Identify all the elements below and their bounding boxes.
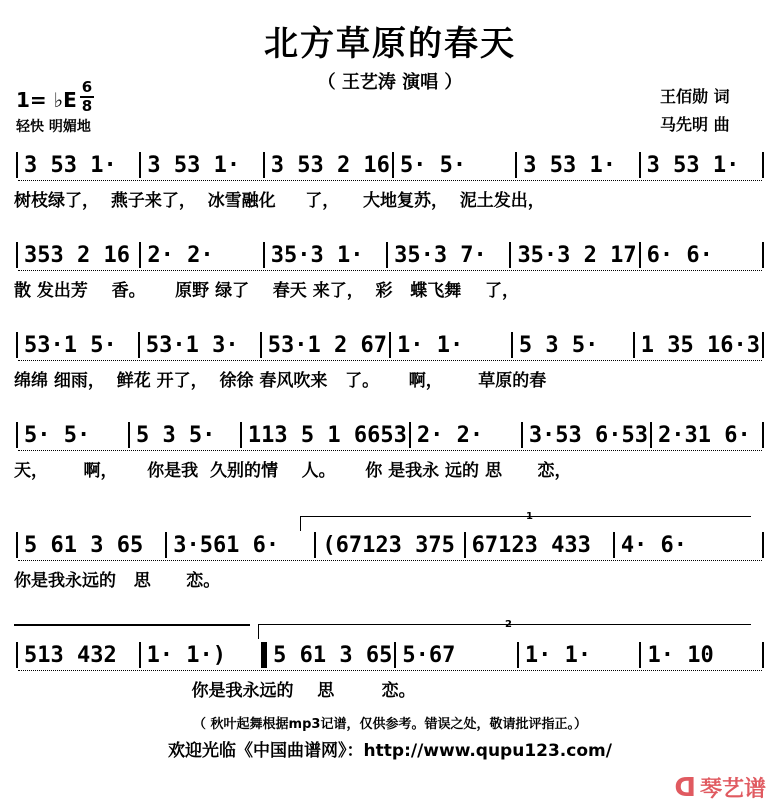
- measure: 5 61 3 65: [24, 532, 144, 558]
- lyrics-row: 散 发出芳 香。 原野 绿了 春天 来了， 彩 蝶飞舞 了，: [14, 281, 519, 301]
- notation-row: [14, 640, 766, 670]
- measure: 3 53 1·: [147, 152, 241, 178]
- barline: [260, 332, 262, 358]
- barline: [16, 532, 18, 558]
- measure: 1 35 16·3: [640, 332, 760, 358]
- measure: 4· 6·: [620, 532, 688, 558]
- barline: [762, 532, 764, 558]
- rhythm-underline: [18, 450, 762, 453]
- barline: [16, 152, 18, 178]
- measure: 3 53 1·: [646, 152, 740, 178]
- barline: [165, 532, 167, 558]
- barline: [16, 422, 18, 448]
- barline: [409, 422, 411, 448]
- notation-row: [14, 150, 766, 180]
- measure: 53·1 5·: [24, 332, 117, 358]
- repeat-barline: [261, 642, 267, 668]
- barline: [16, 332, 18, 358]
- barline: [613, 532, 615, 558]
- barline: [16, 642, 18, 668]
- rhythm-underline: [18, 180, 762, 183]
- barline: [389, 332, 391, 358]
- barline: [639, 242, 641, 268]
- measure: 1· 1·): [146, 642, 227, 668]
- rhythm-underline: [18, 360, 762, 363]
- lyrics-row: 天， 啊， 你是我 久别的情 人。 你 是我永 远的 思 恋，: [14, 461, 572, 481]
- notation-row: [14, 530, 766, 560]
- measure: 35·3 2 17: [517, 242, 637, 268]
- lyrics-row: 你是我永远的 思 恋。: [14, 681, 416, 701]
- footer-note: （ 秋叶起舞根据mp3记谱，仅供参考。错误之处，敬请批评指正。）: [193, 717, 587, 732]
- logo-text: 琴艺谱: [699, 777, 766, 802]
- measure: 1· 1·: [397, 332, 464, 358]
- barline: [639, 642, 641, 668]
- measure: 5 3 5·: [135, 422, 216, 448]
- footer-welcome: 欢迎光临《中国曲谱网》：http://www.qupu123.com/: [168, 741, 612, 761]
- lyrics-row: 树枝绿了， 燕子来了， 冰雪融化 了， 大地复苏， 泥土发出，: [14, 191, 545, 211]
- measure: 353 2 16: [24, 242, 130, 268]
- barline: [762, 422, 764, 448]
- key-signature: 1= ♭E: [16, 88, 77, 112]
- rhythm-underline: [18, 670, 762, 673]
- notation-row: [14, 240, 766, 270]
- measure: 67123 433: [471, 532, 591, 558]
- barline: [394, 642, 396, 668]
- measure: 1· 10: [647, 642, 714, 668]
- barline: [762, 332, 764, 358]
- barline: [139, 642, 141, 668]
- measure: (67123 375: [322, 532, 455, 558]
- score-subtitle: （ 王艺涛 演唱 ）: [317, 72, 463, 93]
- measure: 53·1 3·: [145, 332, 239, 358]
- measure: 3·561 6·: [173, 532, 280, 558]
- lyricist-credit: 王佰勋 词: [660, 87, 730, 106]
- volta-bracket: [300, 511, 751, 531]
- site-logo: [674, 772, 766, 803]
- barline: [464, 532, 466, 558]
- rhythm-underline: [18, 270, 762, 273]
- barline: [139, 152, 141, 178]
- measure: 5· 5·: [24, 422, 91, 448]
- barline: [762, 152, 764, 178]
- barline: [263, 242, 265, 268]
- measure: 6· 6·: [646, 242, 713, 268]
- volta-bracket: [258, 619, 751, 639]
- measure: 35·3 1·: [270, 242, 364, 268]
- lyrics-row: 绵绵 细雨， 鲜花 开了， 徐徐 春风吹来 了。 啊， 草原的春: [14, 371, 547, 391]
- measure: 5· 5·: [399, 152, 467, 178]
- notation-row: [14, 330, 766, 360]
- barline: [314, 532, 316, 558]
- barline: [138, 332, 140, 358]
- barline: [633, 332, 635, 358]
- measure: 2·31 6·: [658, 422, 751, 448]
- barline: [392, 152, 394, 178]
- barline: [509, 242, 511, 268]
- score-title: 北方草原的春天: [264, 24, 516, 64]
- notation-row: [14, 420, 766, 450]
- measure: 53·1 2 67: [267, 332, 387, 358]
- barline: [386, 242, 388, 268]
- barline: [511, 332, 513, 358]
- lyrics-row: 你是我永远的 思 恋。: [14, 571, 221, 591]
- barline: [139, 242, 141, 268]
- measure: 3 53 1·: [24, 152, 117, 178]
- measure: 5 61 3 65: [273, 642, 393, 668]
- measure: 3·53 6·53: [528, 422, 649, 448]
- measure: 513 432: [24, 642, 117, 668]
- measure: 3 53 2 16: [270, 152, 390, 178]
- rhythm-underline: [18, 560, 762, 563]
- barline: [16, 242, 18, 268]
- measure: 5 3 5·: [518, 332, 599, 358]
- barline: [650, 422, 652, 448]
- measure: 3 53 1·: [523, 152, 617, 178]
- volta-number: 2: [505, 619, 512, 630]
- barline: [517, 642, 519, 668]
- measure: 2· 2·: [147, 242, 214, 268]
- barline: [240, 422, 242, 448]
- barline: [515, 152, 517, 178]
- measure: 35·3 7·: [394, 242, 487, 268]
- measure: 5·67: [402, 642, 456, 668]
- composer-credit: 马先明 曲: [660, 115, 730, 134]
- barline: [521, 422, 523, 448]
- barline: [263, 152, 265, 178]
- tempo-marking: 轻快 明媚地: [16, 119, 91, 135]
- measure: 113 5 1 6653: [247, 422, 407, 448]
- time-signature: 6 8: [81, 78, 93, 115]
- barline: [128, 422, 130, 448]
- volta-number: 1: [526, 511, 533, 522]
- volta-line: [14, 624, 250, 626]
- barline: [762, 242, 764, 268]
- measure: 1· 1·: [524, 642, 592, 668]
- logo-icon: ᗡ: [674, 773, 696, 803]
- barline: [762, 642, 764, 668]
- barline: [639, 152, 641, 178]
- measure: 2· 2·: [416, 422, 484, 448]
